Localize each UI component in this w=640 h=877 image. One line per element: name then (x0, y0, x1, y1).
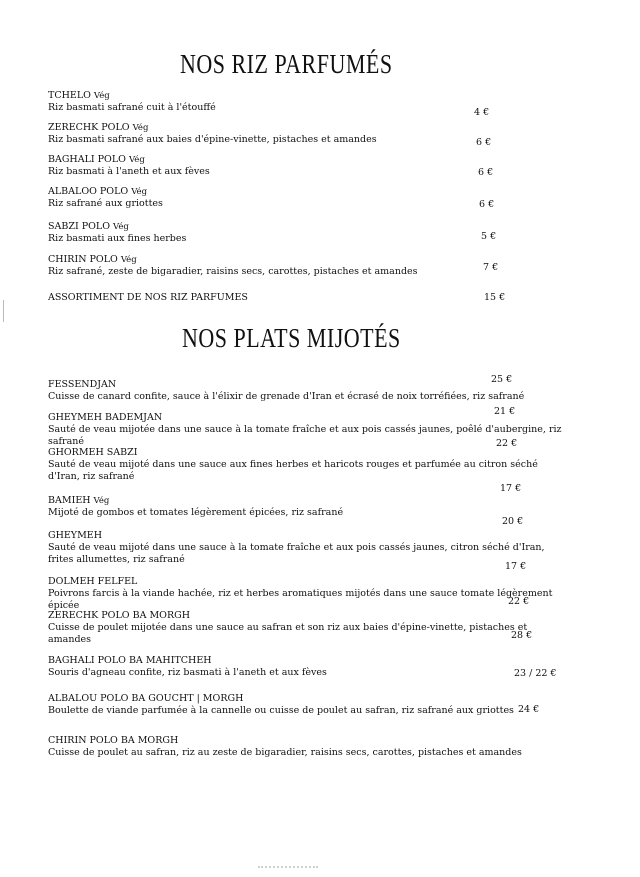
menu-item (48, 90, 568, 114)
menu-item (48, 693, 568, 717)
item-price: 6 € (479, 199, 495, 210)
item-description: Riz safrané aux griottes (48, 198, 163, 209)
item-price: 7 € (483, 262, 499, 273)
item-name: BAGHALI POLO BA MAHITCHEH (48, 655, 212, 666)
veg-tag: Vég (120, 255, 137, 265)
menu-item (48, 576, 568, 612)
item-description: Riz safrané, zeste de bigaradier, raisins secs, carottes, pistaches et amandes (48, 266, 418, 277)
item-price: 20 € (502, 516, 524, 527)
item-name: TCHELO (48, 90, 91, 101)
menu-item (48, 412, 568, 448)
menu-item (48, 495, 568, 519)
item-description: Cuisse de poulet mijotée dans une sauce au safran et son riz aux baies d'épine-vinette, pistaches et amandes (48, 622, 528, 645)
item-price: 22 € (496, 438, 518, 449)
menu-item (48, 447, 568, 483)
item-description: Riz basmati safrané aux baies d'épine-vinette, pistaches et amandes (48, 134, 377, 145)
item-name: GHEYMEH (48, 530, 103, 541)
veg-tag: Vég (113, 222, 129, 232)
item-price: 25 € (491, 374, 513, 385)
item-name: ZERECHK POLO (48, 122, 130, 133)
item-price: 28 € (511, 630, 533, 641)
menu-item (48, 655, 568, 679)
item-price: 6 € (476, 137, 492, 148)
item-description: Poivrons farcis à la viande hachée, riz et herbes aromatiques mijotés dans une sauce tomate légèrement épicée (48, 588, 553, 611)
item-description: Cuisse de poulet au safran, riz au zeste de bigaradier, raisins secs, carottes, pistaches et amandes (48, 747, 522, 758)
item-name: CHIRIN POLO (48, 254, 118, 265)
item-description: Mijoté de gombos et tomates légèrement épicées, riz safrané (48, 507, 344, 518)
menu-item (48, 735, 568, 759)
veg-tag: Vég (132, 123, 149, 133)
item-price: 23 / 22 € (514, 668, 557, 679)
item-price: 5 € (481, 231, 497, 242)
item-price: 24 € (518, 704, 540, 715)
item-price: 6 € (478, 167, 494, 178)
item-description: Boulette de viande parfumée à la cannelle ou cuisse de poulet au safran, riz safrané aux griottes (48, 705, 514, 716)
item-description: Souris d'agneau confite, riz basmati à l'aneth et aux fèves (48, 667, 327, 678)
item-price: 17 € (505, 561, 527, 572)
menu-item (48, 379, 568, 403)
item-name: ALBALOO POLO (48, 186, 129, 197)
rice-section-title: NOS RIZ PARFUMÉS (180, 48, 393, 80)
item-name: BAMIEH (48, 495, 91, 506)
item-name: GHORMEH SABZI (48, 447, 138, 458)
item-name: CHIRIN POLO BA MORGH (48, 735, 179, 746)
item-description: Riz basmati safrané cuit à l'étouffé (48, 102, 216, 113)
item-description: Sauté de veau mijoté dans une sauce à la tomate fraîche et aux pois cassés jaunes, citron séché d'Iran, frites allumettes, riz safrané (48, 542, 545, 565)
item-description: Riz basmati aux fines herbes (48, 233, 187, 244)
item-name: ZERECHK POLO BA MORGH (48, 610, 190, 621)
item-name: GHEYMEH BADEMJAN (48, 412, 163, 423)
item-price: 15 € (484, 292, 506, 303)
veg-tag: Vég (131, 187, 148, 197)
menu-item (48, 610, 568, 646)
item-price: 4 € (474, 107, 490, 118)
item-description: Riz basmati à l'aneth et aux fèves (48, 166, 210, 177)
item-description: Sauté de veau mijoté dans une sauce aux fines herbes et haricots rouges et parfumée au citron séché d'Iran, riz safrané (48, 459, 538, 482)
veg-tag: Vég (93, 496, 110, 506)
item-name: DOLMEH FELFEL (48, 576, 138, 587)
scan-smudge (258, 866, 318, 870)
item-description: Sauté de veau mijotée dans une sauce à la tomate fraîche et aux pois cassés jaunes, poêlé d'aubergine, riz safrané (48, 424, 562, 447)
item-name: ASSORTIMENT DE NOS RIZ PARFUMES (48, 292, 248, 303)
scan-mark (3, 300, 4, 322)
item-description: Cuisse de canard confite, sauce à l'élixir de grenade d'Iran et écrasé de noix torréfiées, riz safrané (48, 391, 525, 402)
veg-tag: Vég (128, 155, 145, 165)
item-price: 22 € (508, 596, 530, 607)
item-name: ALBALOU POLO BA GOUCHT | MORGH (48, 693, 244, 704)
item-name: BAGHALI POLO (48, 154, 126, 165)
item-name: SABZI POLO (48, 221, 111, 232)
menu-item (48, 530, 568, 566)
item-name: FESSENDJAN (48, 379, 117, 390)
veg-tag: Vég (93, 91, 110, 101)
stews-section-title: NOS PLATS MIJOTÉS (182, 322, 401, 354)
item-price: 17 € (500, 483, 522, 494)
item-price: 21 € (494, 406, 516, 417)
